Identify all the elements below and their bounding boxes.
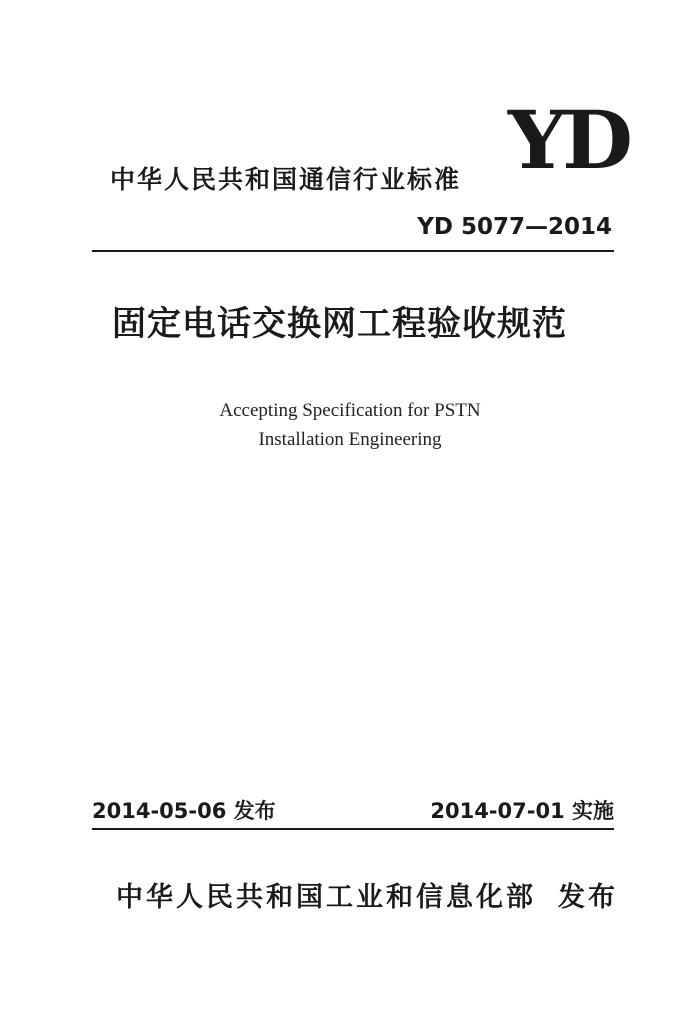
document-title-chinese: 固定电话交换网工程验收规范	[112, 304, 567, 344]
publisher-line	[116, 875, 618, 914]
publisher-name: 中华人民共和国工业和信息化部	[116, 882, 536, 913]
english-title-line-1: Accepting Specification for PSTN	[219, 400, 481, 421]
issue-date: 2014-05-06 发布	[92, 799, 276, 823]
standard-number: YD 5077—2014	[417, 214, 612, 240]
english-title-line-2: Installation Engineering	[258, 429, 442, 450]
publisher-action: 发布	[558, 882, 618, 913]
footer-divider	[92, 828, 614, 830]
standard-category: 中华人民共和国通信行业标准	[110, 165, 462, 194]
yd-logo: YD	[508, 93, 629, 187]
header-divider	[92, 250, 614, 252]
document-title-english	[150, 396, 550, 454]
implementation-date: 2014-07-01 实施	[430, 799, 614, 823]
